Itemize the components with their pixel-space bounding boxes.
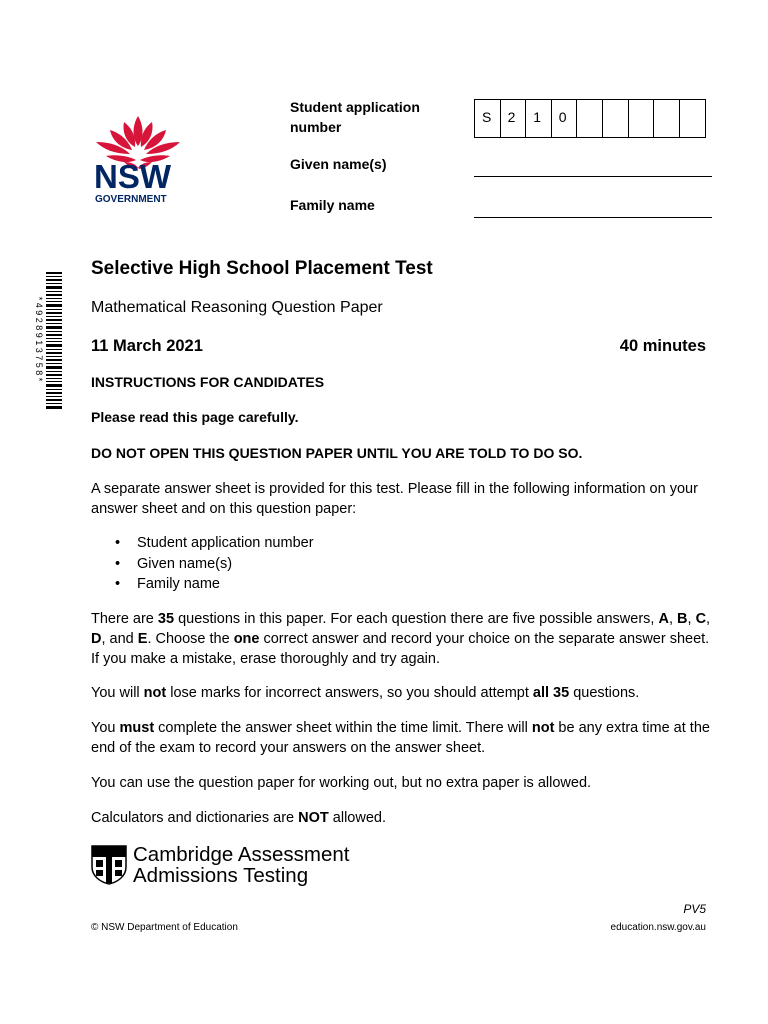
nsw-government-logo bbox=[88, 112, 188, 212]
digit-cell[interactable]: 0 bbox=[552, 100, 578, 137]
paper-subtitle: Mathematical Reasoning Question Paper bbox=[91, 299, 383, 316]
digit-cell[interactable] bbox=[577, 100, 603, 137]
given-name-field[interactable] bbox=[474, 176, 712, 177]
digit-cell[interactable] bbox=[654, 100, 680, 137]
digit-cell[interactable]: 1 bbox=[526, 100, 552, 137]
question-info-paragraph: There are 35 questions in this paper. For each question there are five possible answers, A, B, C, D, and E. Choose the one correct answer and record your choice on the separate answer sheet. If you make a mistake, erase thoroughly and try again. bbox=[91, 611, 711, 667]
list-item: • Given name(s) bbox=[91, 554, 491, 575]
time-limit-paragraph: You must complete the answer sheet within the time limit. There will not be any extra time at the end of the exam to record your answers on the answer sheet. bbox=[91, 720, 710, 756]
barcode-text: * 4 9 2 8 9 1 3 7 5 8 * bbox=[34, 296, 44, 382]
cambridge-shield-icon bbox=[91, 845, 127, 885]
marks-paragraph: You will not lose marks for incorrect answers, so you should attempt all 35 questions. bbox=[91, 685, 640, 701]
calculators-paragraph: Calculators and dictionaries are NOT allowed. bbox=[91, 810, 386, 826]
government-wordmark: GOVERNMENT bbox=[95, 194, 167, 205]
list-item: • Student application number bbox=[91, 533, 491, 554]
paper-version: PV5 bbox=[683, 902, 706, 916]
cambridge-line-1: Cambridge Assessment bbox=[133, 843, 350, 866]
nsw-wordmark: NSW bbox=[94, 158, 171, 195]
digit-cell[interactable] bbox=[603, 100, 629, 137]
instructions-heading: INSTRUCTIONS FOR CANDIDATES bbox=[91, 374, 325, 390]
answer-sheet-intro: A separate answer sheet is provided for this test. Please fill in the following information on your answer sheet and on this question paper: bbox=[91, 481, 698, 517]
do-not-open-warning: DO NOT OPEN THIS QUESTION PAPER UNTIL YOU ARE TOLD TO DO SO. bbox=[91, 445, 583, 461]
student-application-number-boxes[interactable] bbox=[474, 99, 706, 138]
digit-cell[interactable]: S bbox=[475, 100, 501, 137]
given-name-label: Given name(s) bbox=[290, 156, 387, 172]
paper-title: Selective High School Placement Test bbox=[91, 258, 433, 279]
cambridge-line-2: Admissions Testing bbox=[133, 864, 309, 887]
barcode bbox=[34, 272, 62, 410]
exam-duration: 40 minutes bbox=[619, 337, 706, 355]
family-name-label: Family name bbox=[290, 197, 375, 213]
student-application-label: Student application number bbox=[290, 99, 420, 135]
digit-cell[interactable] bbox=[629, 100, 655, 137]
digit-cell[interactable] bbox=[680, 100, 706, 137]
required-info-list bbox=[91, 533, 491, 595]
copyright: © NSW Department of Education bbox=[91, 922, 238, 933]
digit-cell[interactable]: 2 bbox=[501, 100, 527, 137]
exam-date: 11 March 2021 bbox=[91, 337, 203, 355]
list-item: • Family name bbox=[91, 574, 491, 595]
working-out-paragraph: You can use the question paper for working out, but no extra paper is allowed. bbox=[91, 775, 592, 791]
cambridge-assessment-logo bbox=[91, 845, 391, 889]
read-carefully: Please read this page carefully. bbox=[91, 409, 299, 425]
family-name-field[interactable] bbox=[474, 217, 712, 218]
website: education.nsw.gov.au bbox=[610, 922, 706, 933]
